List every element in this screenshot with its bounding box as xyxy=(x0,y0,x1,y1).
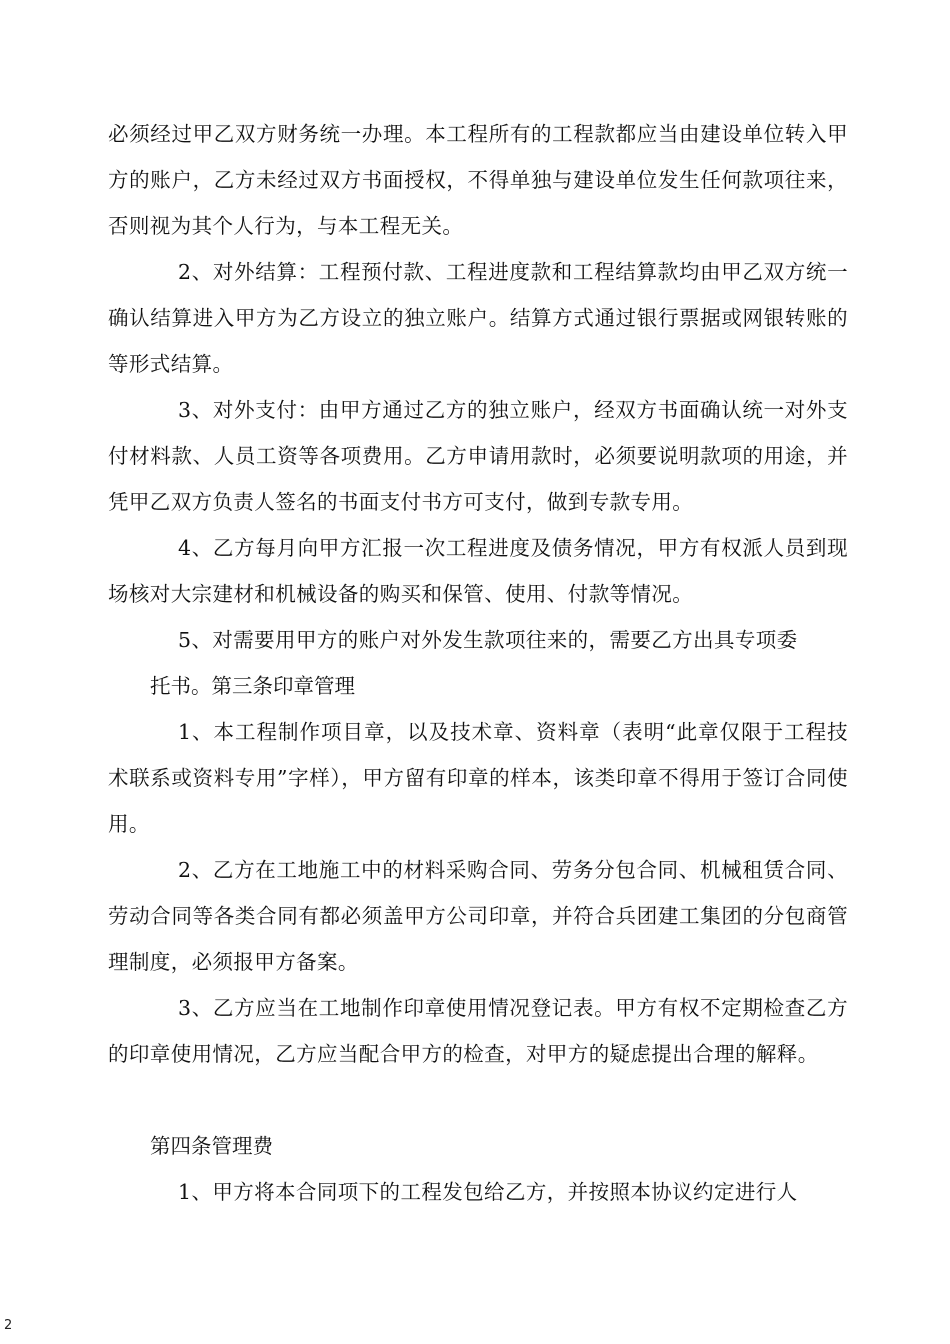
paragraph-seal-register: 3、乙方应当在工地制作印章使用情况登记表。甲方有权不定期检查乙方的印章使用情况，乙方应当配合甲方的检查，对甲方的疑虑提出合理的解释。 xyxy=(108,996,848,1066)
paragraph-finance-continuation: 必须经过甲乙双方财务统一办理。本工程所有的工程款都应当由建设单位转入甲方的账户，乙方未经过双方书面授权，不得单独与建设单位发生任何款项往来，否则视为其个人行为，与本工程无关。 xyxy=(108,122,848,238)
paragraph-external-settlement: 2、对外结算：工程预付款、工程进度款和工程结算款均由甲乙双方统一确认结算进入甲方为乙方设立的独立账户。结算方式通过银行票据或网银转账的等形式结算。 xyxy=(108,260,848,376)
paragraph-external-payment: 3、对外支付：由甲方通过乙方的独立账户，经双方书面确认统一对外支付材料款、人员工资等各项费用。乙方申请用款时，必须要说明款项的用途，并凭甲乙双方负责人签名的书面支付书方可支付，做到专款专用。 xyxy=(108,398,848,514)
page-number: 2 xyxy=(4,1318,13,1333)
section-heading-seal-management: 托书。第三条印章管理 xyxy=(150,674,355,698)
section-heading-management-fee: 第四条管理费 xyxy=(150,1134,273,1158)
paragraph-contract-seal: 2、乙方在工地施工中的材料采购合同、劳务分包合同、机械租赁合同、劳动合同等各类合同有都必须盖甲方公司印章，并符合兵团建工集团的分包商管理制度，必须报甲方备案。 xyxy=(108,858,848,974)
paragraph-monthly-report: 4、乙方每月向甲方汇报一次工程进度及债务情况，甲方有权派人员到现场核对大宗建材和机械设备的购买和保管、使用、付款等情况。 xyxy=(108,536,848,606)
paragraph-account-usage: 5、对需要用甲方的账户对外发生款项往来的，需要乙方出具专项委 xyxy=(178,628,798,652)
paragraph-seal-production: 1、本工程制作项目章，以及技术章、资料章（表明“此章仅限于工程技术联系或资料专用”字样），甲方留有印章的样本，该类印章不得用于签订合同使用。 xyxy=(108,720,848,836)
paragraph-management-fee-1: 1、甲方将本合同项下的工程发包给乙方，并按照本协议约定进行人 xyxy=(178,1180,798,1204)
